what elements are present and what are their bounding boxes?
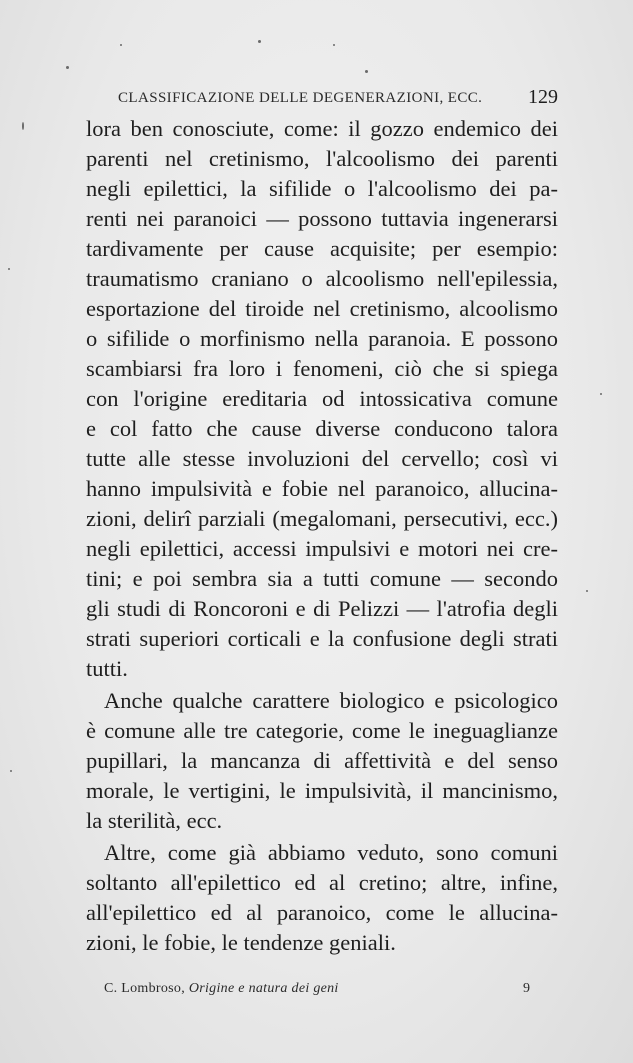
text-line: strati superiori corticali e la confusione degli strati — [86, 626, 558, 651]
text-line: negli epilettici, accessi impulsivi e motori nei cre- — [86, 536, 558, 561]
footer-author: C. Lombroso, — [104, 981, 185, 996]
text-line: con l'origine ereditaria od intossicativa comune — [86, 386, 558, 411]
signature-mark: 9 — [523, 981, 530, 996]
text-line: Altre, come già abbiamo veduto, sono comuni — [104, 840, 558, 865]
footer-citation — [104, 981, 339, 997]
scan-speck — [258, 40, 261, 43]
text-line: traumatismo craniano o alcoolismo nell'epilessia, — [86, 266, 558, 291]
text-line: all'epilettico ed al paranoico, come le allucina- — [86, 900, 558, 925]
footer-work-title: Origine e natura dei geni — [188, 981, 339, 996]
text-line: è comune alle tre categorie, come le ineguaglianze — [86, 718, 558, 743]
text-line: tutte alle stesse involuzioni del cervello; così vi — [86, 446, 558, 471]
text-line: scambiarsi fra loro i fenomeni, ciò che si spiega — [86, 356, 558, 381]
text-line: parenti nel cretinismo, l'alcoolismo dei parenti — [86, 146, 558, 171]
running-header — [118, 86, 558, 114]
page-number: 129 — [528, 86, 558, 108]
text-line: Anche qualche carattere biologico e psicologico — [104, 688, 558, 713]
scan-speck — [8, 268, 10, 270]
text-line: morale, le vertigini, le impulsività, il mancinismo, — [86, 778, 558, 803]
text-line: soltanto all'epilettico ed al cretino; altre, infine, — [86, 870, 558, 895]
scan-speck — [22, 122, 24, 130]
text-line: la sterilità, ecc. — [86, 808, 223, 833]
text-line: tutti. — [86, 656, 128, 681]
text-line: tardivamente per cause acquisite; per esempio: — [86, 236, 558, 261]
text-line: pupillari, la mancanza di affettività e del senso — [86, 748, 558, 773]
scan-speck — [600, 393, 602, 395]
text-line: renti nei paranoici — possono tuttavia ingenerarsi — [86, 206, 558, 231]
text-line: esportazione del tiroide nel cretinismo, alcoolismo — [86, 296, 558, 321]
text-line: e col fatto che cause diverse conducono talora — [86, 416, 558, 441]
text-line: tini; e poi sembra sia a tutti comune — secondo — [86, 566, 558, 591]
page-footer — [104, 981, 530, 1005]
scan-speck — [10, 770, 12, 772]
text-line: zioni, delirî parziali (megalomani, persecutivi, ecc.) — [86, 506, 558, 531]
text-line: zioni, le fobie, le tendenze geniali. — [86, 930, 396, 955]
scan-speck — [365, 70, 368, 73]
text-line: lora ben conosciute, come: il gozzo endemico dei — [86, 116, 558, 141]
scan-speck — [66, 66, 69, 69]
scan-speck — [586, 590, 588, 592]
text-line: gli studi di Roncoroni e di Pelizzi — l'atrofia degli — [86, 596, 558, 621]
text-line: negli epilettici, la sifilide o l'alcoolismo dei pa- — [86, 176, 558, 201]
running-title: CLASSIFICAZIONE DELLE DEGENERAZIONI, ECC. — [118, 90, 483, 106]
scan-speck — [333, 44, 335, 46]
text-line: o sifilide o morfinismo nella paranoia. E possono — [86, 326, 558, 351]
scan-speck — [120, 44, 122, 46]
body-text — [86, 114, 558, 958]
text-line: hanno impulsività e fobie nel paranoico, allucina- — [86, 476, 558, 501]
